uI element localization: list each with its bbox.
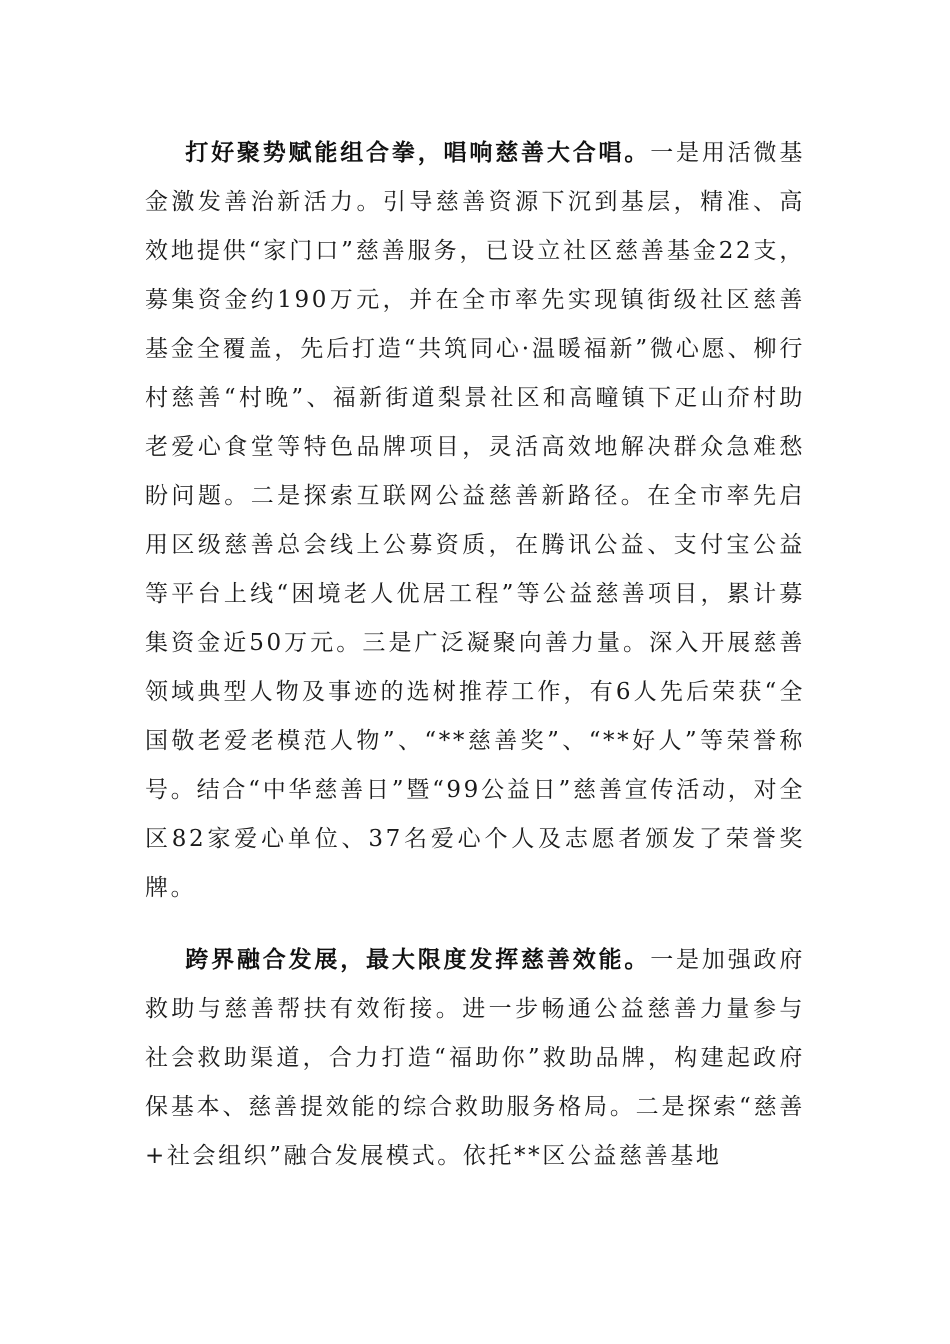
paragraph-2-heading: 跨界融合发展，最大限度发挥慈善效能。 — [185, 946, 651, 973]
paragraph-2 — [145, 935, 805, 1181]
paragraph-1-heading: 打好聚势赋能组合拳，唱响慈善大合唱。 — [185, 139, 651, 166]
paragraph-2-body: 一是加强政府救助与慈善帮扶有效衔接。进一步畅通公益慈善力量参与社会救助渠道，合力打造“福助你”救助品牌，构建起政府保基本、慈善提效能的综合救助服务格局。二是探索“慈善+社会组织”融合发展模式。依托**区公益慈善基地 — [145, 947, 805, 1169]
paragraph-1-body: 一是用活微基金激发善治新活力。引导慈善资源下沉到基层，精准、高效地提供“家门口”慈善服务，已设立社区慈善基金22支，募集资金约190万元，并在全市率先实现镇街级社区慈善基金全覆盖，先后打造“共筑同心·温暖福新”微心愿、柳行村慈善“村晚”、福新街道梨景社区和高疃镇下疋山夼村助老爱心食堂等特色品牌项目，灵活高效地解决群众急难愁盼问题。二是探索互联网公益慈善新路径。在全市率先启用区级慈善总会线上公募资质，在腾讯公益、支付宝公益等平台上线“困境老人优居工程”等公益慈善项目，累计募集资金近50万元。三是广泛凝聚向善力量。深入开展慈善领域典型人物及事迹的选树推荐工作，有6人先后荣获“全国敬老爱老模范人物”、“**慈善奖”、“**好人”等荣誉称号。结合“中华慈善日”暨“99公益日”慈善宣传活动，对全区82家爱心单位、37名爱心个人及志愿者颁发了荣誉奖牌。 — [145, 140, 805, 901]
paragraph-1 — [145, 128, 805, 913]
